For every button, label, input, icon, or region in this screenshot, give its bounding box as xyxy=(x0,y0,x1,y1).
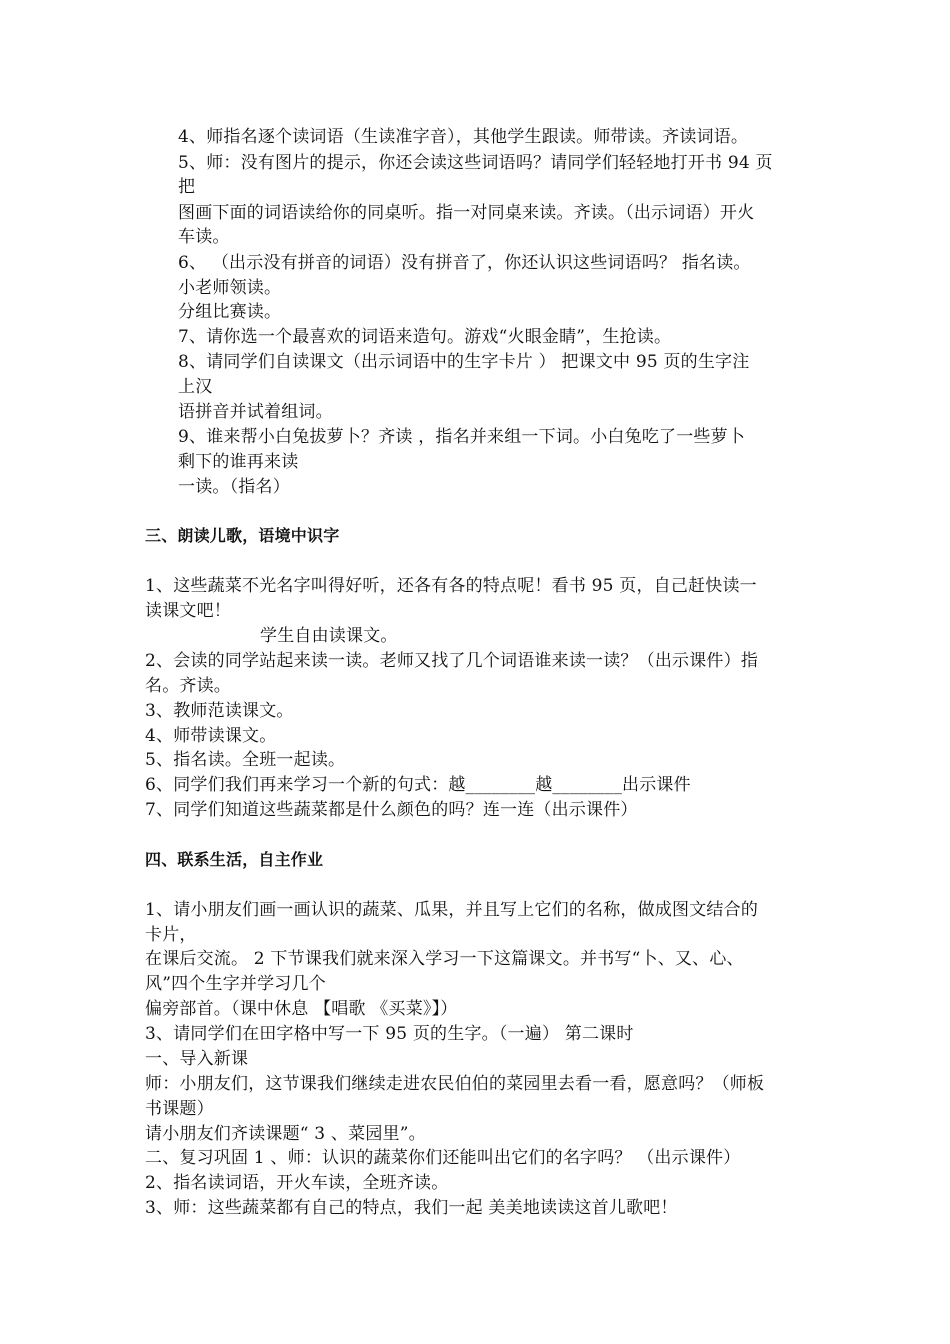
paragraph-line: 偏旁部首。（课中休息 【唱歌 《买菜》】） xyxy=(145,999,458,1019)
paragraph-line: 分组比赛读。 xyxy=(178,302,282,322)
paragraph-line: 读课文吧！ xyxy=(145,601,231,621)
paragraph-line: 7、同学们知道这些蔬菜都是什么颜色的吗？连一连（出示课件） xyxy=(145,800,638,820)
paragraph-line: 9、谁来帮小白兔拔萝卜？齐读 ，指名并来组一下词。小白兔吃了一些萝卜 xyxy=(178,427,746,447)
paragraph-line: 风”四个生字并学习几个 xyxy=(145,974,326,994)
paragraph-line: 5、师：没有图片的提示，你还会读这些词语吗？请同学们轻轻地打开书 94 页 xyxy=(178,153,773,173)
paragraph-line: 车读。 xyxy=(178,227,230,247)
section-heading: 四、联系生活，自主作业 xyxy=(145,850,324,869)
paragraph-line: 4、师带读课文。 xyxy=(145,726,277,746)
section-heading: 三、朗读儿歌，语境中识字 xyxy=(145,526,340,545)
paragraph-line: 书课题） xyxy=(145,1099,214,1119)
paragraph-line: 1、这些蔬菜不光名字叫得好听，还各有各的特点呢！看书 95 页，自己赶快读一 xyxy=(145,576,757,596)
paragraph-line: 把 xyxy=(178,177,196,197)
paragraph-line: 在课后交流。 2 下节课我们就来深入学习一下这篇课文。并书写“卜、又、心、 xyxy=(145,949,744,969)
paragraph-line: 6、 （出示没有拼音的词语）没有拼音了，你还认识这些词语吗？ 指名读。 xyxy=(178,253,751,273)
paragraph-line: 3、师：这些蔬菜都有自己的特点，我们一起 美美地读读这首儿歌吧！ xyxy=(145,1198,678,1218)
paragraph-line: 图画下面的词语读给你的同桌听。指一对同桌来读。齐读。（出示词语）开火 xyxy=(178,203,755,223)
paragraph-line: 7、请你选一个最喜欢的词语来造句。游戏“火眼金睛”，生抢读。 xyxy=(178,327,672,347)
paragraph-line: 师：小朋友们，这节课我们继续走进农民伯伯的菜园里去看一看，愿意吗？（师板 xyxy=(145,1074,765,1094)
paragraph-line: 二、复习巩固 1 、师：认识的蔬菜你们还能叫出它们的名字吗？ （出示课件） xyxy=(145,1148,741,1168)
paragraph-line: 2、指名读词语，开火车读，全班齐读。 xyxy=(145,1173,449,1193)
paragraph-line: 剩下的谁再来读 xyxy=(178,452,299,472)
paragraph-line: 3、请同学们在田字格中写一下 95 页的生字。（一遍） 第二课时 xyxy=(145,1024,634,1044)
paragraph-line: 小老师领读。 xyxy=(178,278,282,298)
paragraph-line: 2、会读的同学站起来读一读。老师又找了几个词语谁来读一读？（出示课件）指 xyxy=(145,651,759,671)
paragraph-line: 8、请同学们自读课文（出示词语中的生字卡片 ） 把课文中 95 页的生字注 xyxy=(178,352,750,372)
paragraph-line: 一、导入新课 xyxy=(145,1049,249,1069)
paragraph-line: 5、指名读。全班一起读。 xyxy=(145,750,346,770)
paragraph-line: 3、教师范读课文。 xyxy=(145,701,294,721)
paragraph-line: 请小朋友们齐读课题“ 3 、菜园里”。 xyxy=(145,1124,426,1144)
paragraph-line: 6、同学们我们再来学习一个新的句式：越________越________出示课件 xyxy=(145,775,691,795)
paragraph-line: 上汉 xyxy=(178,377,213,397)
paragraph-line: 1、请小朋友们画一画认识的蔬菜、瓜果，并且写上它们的名称，做成图文结合的 xyxy=(145,900,759,920)
paragraph-line: 学生自由读课文。 xyxy=(260,626,398,646)
paragraph-line: 名。齐读。 xyxy=(145,676,231,696)
paragraph-line: 卡片， xyxy=(145,925,197,945)
paragraph-line: 4、师指名逐个读词语（生读准字音），其他学生跟读。师带读。齐读词语。 xyxy=(178,127,749,147)
paragraph-line: 一读。（指名） xyxy=(178,477,290,497)
paragraph-line: 语拼音并试着组词。 xyxy=(178,402,333,422)
